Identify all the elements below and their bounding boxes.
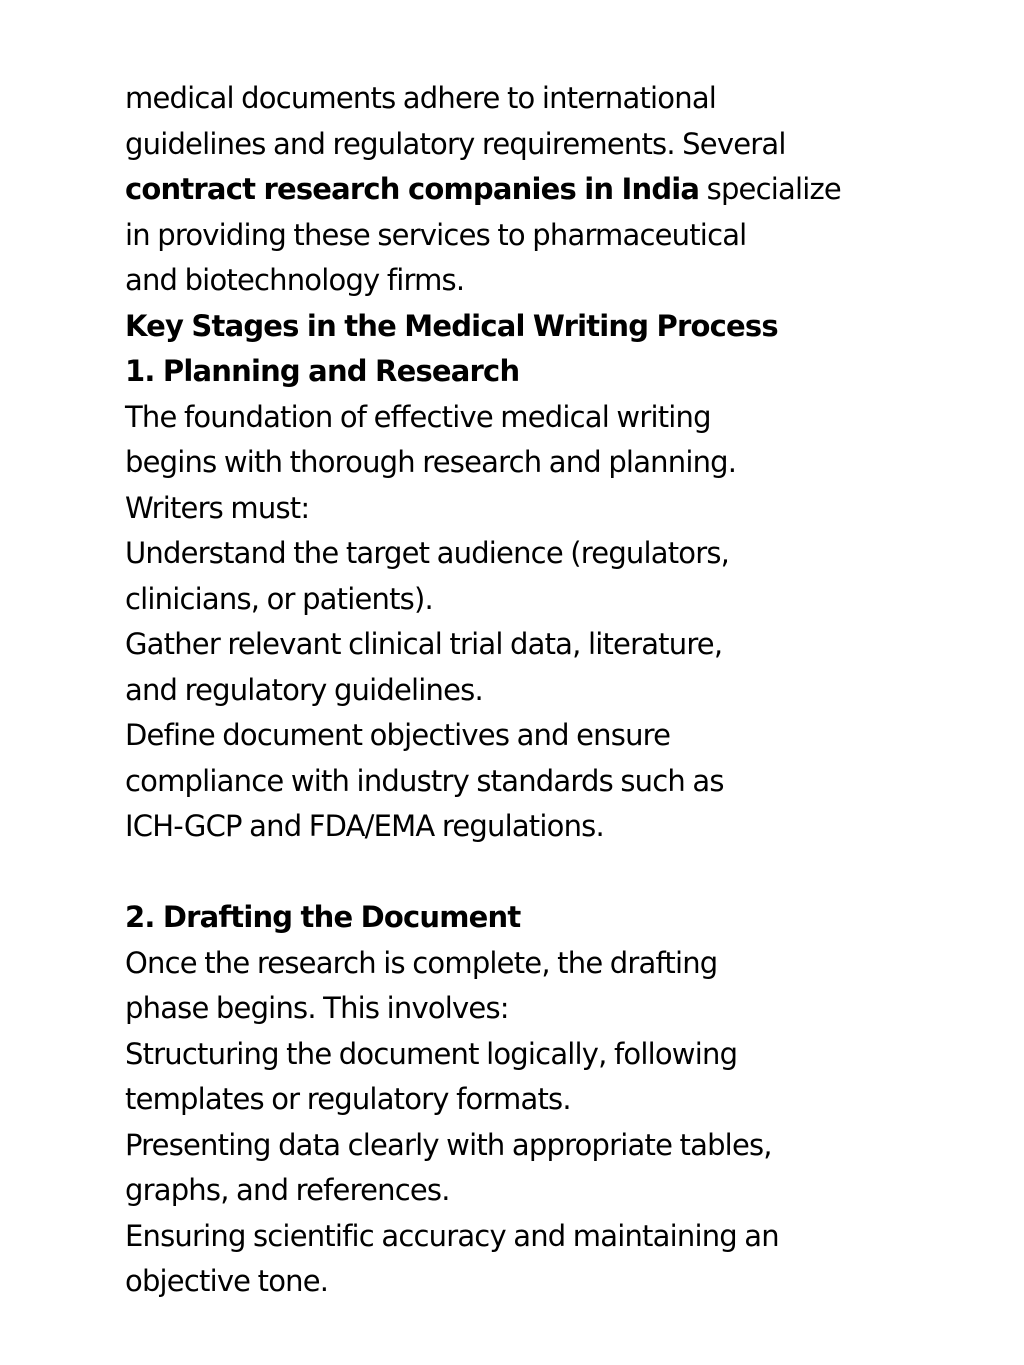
blank-line — [125, 850, 905, 896]
text-line: and biotechnology firms. — [125, 263, 465, 297]
text-line: objective tone. — [125, 1264, 329, 1298]
text-line: phase begins. This involves: — [125, 991, 509, 1025]
subsection-title-drafting: 2. Drafting the Document — [125, 900, 521, 934]
text-line: Gather relevant clinical trial data, literature, — [125, 627, 723, 661]
text-line: graphs, and references. — [125, 1173, 450, 1207]
text-line: Once the research is complete, the drafting — [125, 945, 718, 980]
subsection-title-planning: 1. Planning and Research — [125, 354, 520, 388]
text-line: Writers must: — [125, 490, 310, 525]
text-line: begins with thorough research and planning. — [125, 445, 737, 479]
text-line: Ensuring scientific accuracy and maintaining an — [125, 1218, 779, 1253]
bold-phrase: contract research companies in India — [125, 172, 700, 206]
document-page — [125, 76, 905, 1305]
text-line: The foundation of effective medical writing — [125, 399, 711, 434]
text-line: Understand the target audience (regulators, — [125, 536, 730, 570]
text-line: in providing these services to pharmaceutical — [125, 217, 747, 252]
text-line: Define document objectives and ensure — [125, 718, 671, 752]
text-line: Presenting data clearly with appropriate tables, — [125, 1127, 772, 1162]
text-line: and regulatory guidelines. — [125, 672, 483, 707]
text-fragment: specialize — [699, 172, 841, 206]
text-line: medical documents adhere to international — [125, 81, 717, 115]
section-heading: Key Stages in the Medical Writing Process — [125, 308, 778, 343]
text-line: Structuring the document logically, following — [125, 1036, 738, 1071]
text-line: ICH-GCP and FDA/EMA regulations. — [125, 809, 604, 843]
text-line: clinicians, or patients). — [125, 581, 433, 616]
text-line — [125, 167, 905, 213]
text-line: compliance with industry standards such as — [125, 763, 724, 798]
text-line: guidelines and regulatory requirements. Several — [125, 126, 786, 161]
text-line: templates or regulatory formats. — [125, 1082, 571, 1116]
